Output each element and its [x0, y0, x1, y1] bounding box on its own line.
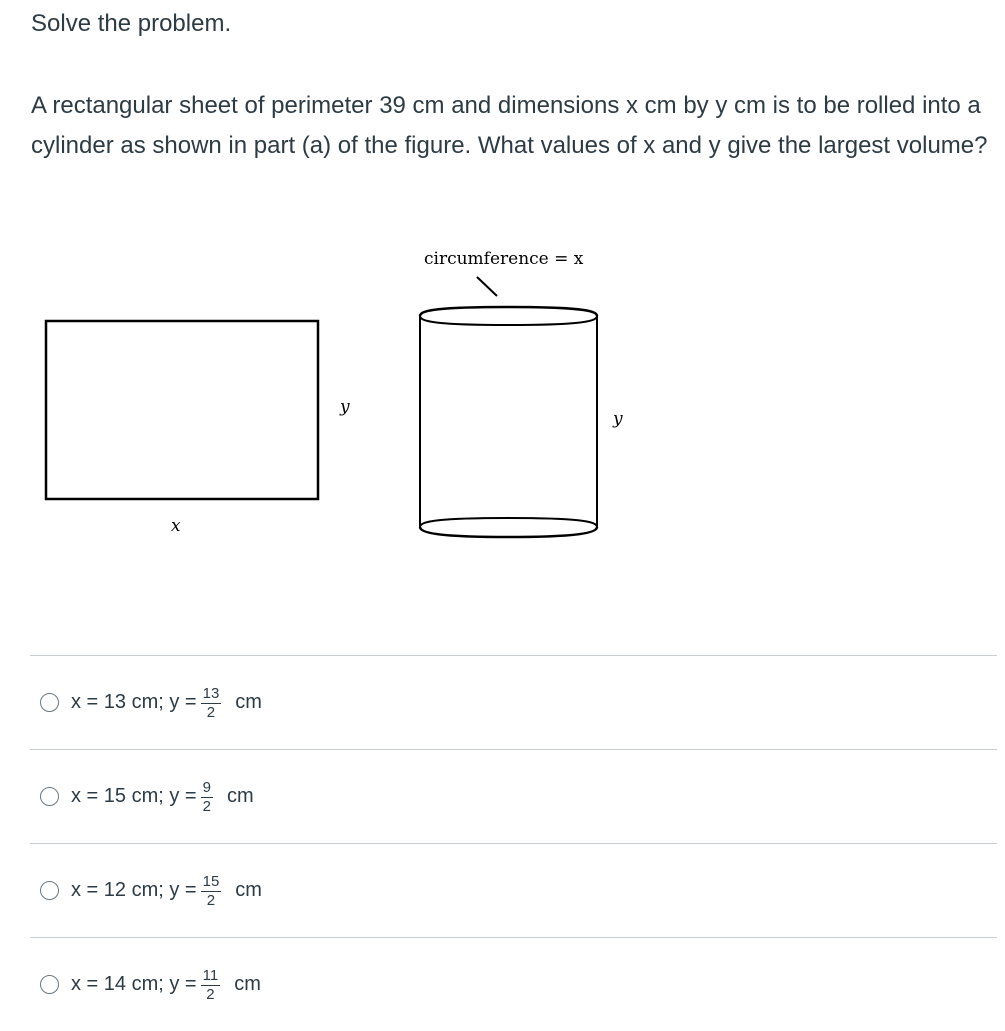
answer-prefix: x = 13 cm; y =: [71, 691, 197, 713]
fraction-numerator: 13: [202, 684, 220, 702]
radio-button[interactable]: [40, 975, 59, 994]
fraction-denominator: 2: [206, 891, 216, 909]
fraction-numerator: 9: [202, 778, 211, 796]
fraction-denominator: 2: [206, 703, 216, 721]
circumference-pointer: [477, 277, 497, 296]
radio-button[interactable]: [40, 693, 59, 712]
answer-option-3[interactable]: [30, 843, 997, 937]
fraction: [201, 874, 222, 908]
answer-option-1[interactable]: [30, 655, 997, 749]
answer-prefix: x = 12 cm; y =: [71, 879, 197, 901]
circumference-label: circumference = x: [424, 249, 584, 269]
fraction: [201, 780, 213, 814]
sheet-height-label: y: [340, 397, 350, 417]
cylinder-height-label: y: [613, 409, 623, 429]
answer-label: [71, 874, 262, 908]
answer-list: [30, 655, 997, 1031]
fraction-denominator: 2: [206, 985, 215, 1003]
fraction-numerator: 11: [202, 966, 219, 984]
sheet-width-label: x: [171, 516, 181, 536]
instruction-text: Solve the problem.: [31, 10, 232, 37]
answer-option-2[interactable]: [30, 749, 997, 843]
answer-prefix: x = 14 cm; y =: [71, 973, 197, 995]
question-text: A rectangular sheet of perimeter 39 cm and dimensions x cm by y cm is to be rolled into a cylinder as shown in part (a) of the figure. What values of x and y give the largest volume?: [31, 92, 988, 159]
fraction-denominator: 2: [202, 797, 211, 815]
fraction: [201, 968, 221, 1002]
answer-unit: cm: [235, 691, 262, 713]
answer-label: [71, 968, 261, 1002]
answer-label: [71, 780, 254, 814]
radio-button[interactable]: [40, 881, 59, 900]
radio-button[interactable]: [40, 787, 59, 806]
answer-unit: cm: [235, 879, 262, 901]
fraction-numerator: 15: [202, 872, 220, 890]
answer-unit: cm: [234, 973, 261, 995]
answer-prefix: x = 15 cm; y =: [71, 785, 197, 807]
answer-option-4[interactable]: [30, 937, 997, 1031]
sheet-rectangle: [46, 321, 318, 499]
fraction: [201, 686, 222, 720]
cylinder: [420, 307, 597, 537]
problem-figure: [0, 236, 1005, 556]
answer-label: [71, 686, 262, 720]
answer-unit: cm: [226, 785, 254, 807]
